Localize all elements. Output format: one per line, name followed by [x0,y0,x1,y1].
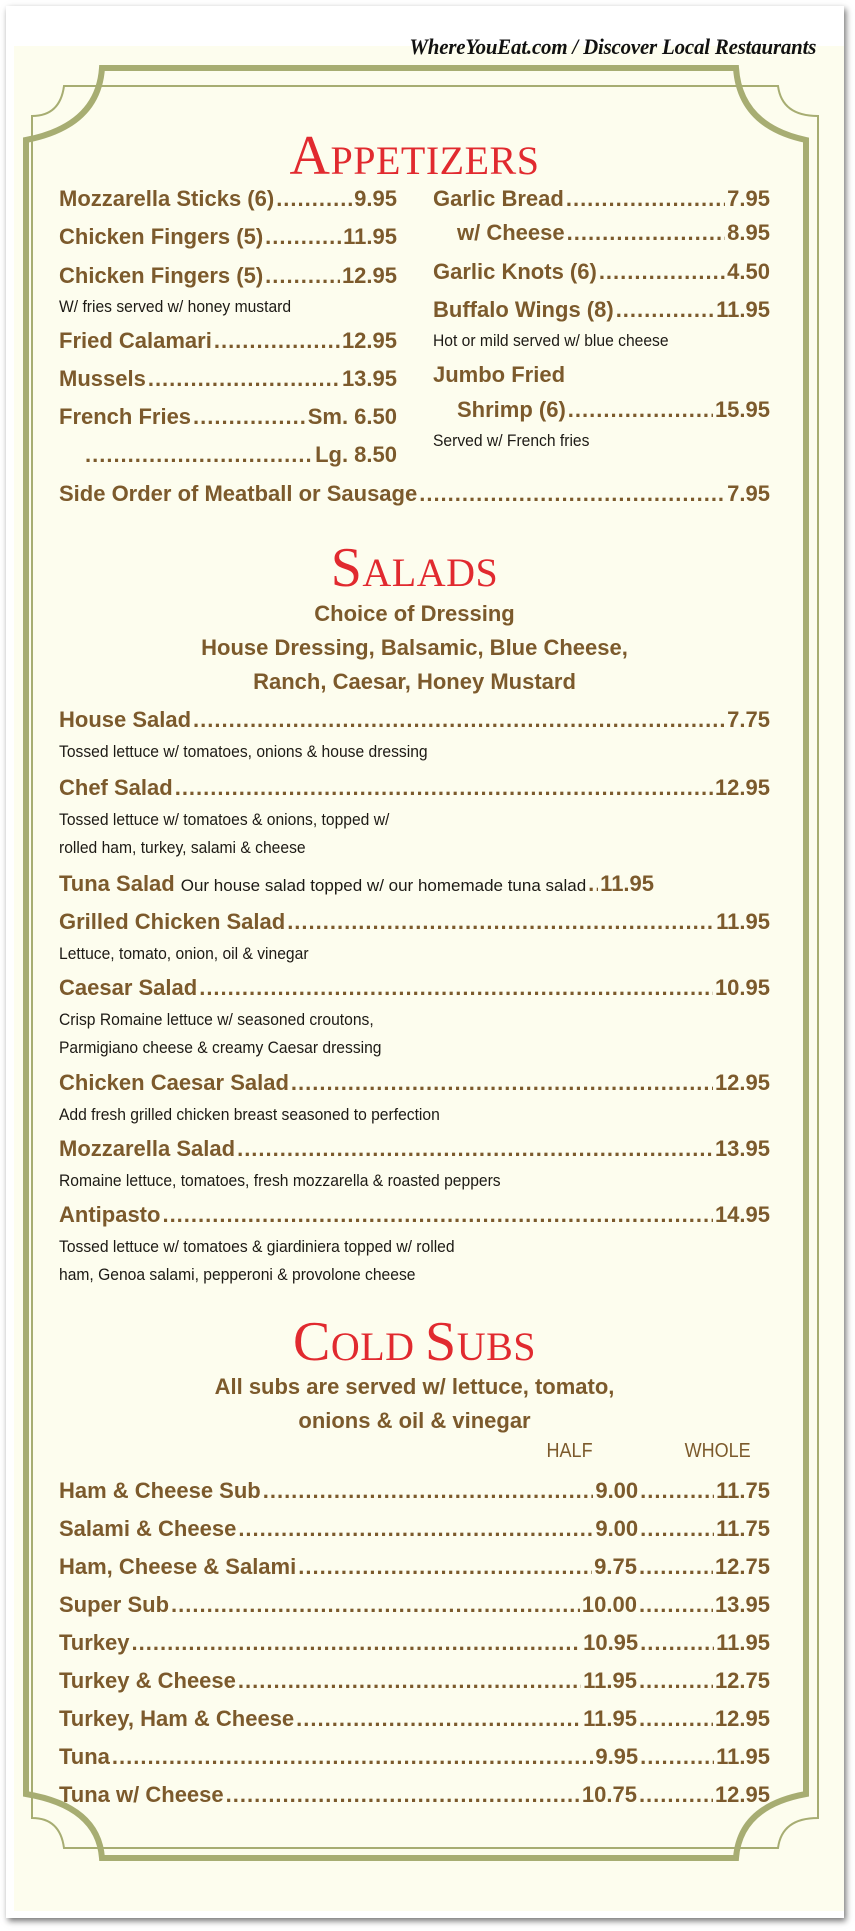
menu-item-variant[interactable]: ..... Lg. 8.50 [83,442,397,468]
menu-item[interactable]: Buffalo Wings (8) ..... 11.95 [433,297,770,323]
item-description: Hot or mild served w/ blue cheese [433,331,669,350]
sub-row[interactable]: Turkey, Ham & Cheese ..... 11.95 ..... 12.95 [59,1706,770,1732]
sub-row[interactable]: Super Sub ..... 10.00 ..... 13.95 [59,1592,770,1618]
sub-row[interactable]: Ham, Cheese & Salami ..... 9.75 ..... 12.75 [59,1554,770,1580]
item-description: Served w/ French fries [433,431,590,450]
item-description: ham, Genoa salami, pepperoni & provolone cheese [59,1265,416,1284]
sub-row[interactable]: Turkey & Cheese ..... 11.95 ..... 12.75 [59,1668,770,1694]
item-description: Tossed lettuce w/ tomatoes & onions, topped w/ [59,810,390,829]
item-description: Romaine lettuce, tomatoes, fresh mozzarella & roasted peppers [59,1171,501,1190]
menu-item[interactable]: Shrimp (6) ..... 15.95 [457,397,770,423]
menu-item[interactable]: Chicken Fingers (5) ..... 11.95 [59,224,397,250]
item-description: Tossed lettuce w/ tomatoes, onions & house dressing [59,742,428,761]
cold-subs-note: onions & oil & vinegar [298,1408,531,1433]
menu-item[interactable]: Tuna Salad Our house salad topped w/ our homemade tuna salad ..... 11.95 [59,871,770,897]
column-header-whole: WHOLE [684,1440,751,1462]
menu-item[interactable]: Chicken Fingers (5) ..... 12.95 [59,263,397,289]
menu-item[interactable]: Fried Calamari ..... 12.95 [59,328,397,354]
menu-item[interactable]: Mozzarella Sticks (6) ..... 9.95 [59,186,397,212]
cold-subs-heading: COLD SUBS [292,1311,537,1373]
menu-item[interactable]: Side Order of Meatball or Sausage ..... 7.95 [59,481,770,507]
menu-item[interactable]: Mussels ..... 13.95 [59,366,397,392]
sub-row[interactable]: Tuna ..... 9.95 ..... 11.95 [59,1744,770,1770]
sub-row[interactable]: Tuna w/ Cheese ..... 10.75 ..... 12.95 [59,1782,770,1808]
menu-item[interactable]: Caesar Salad ..... 10.95 [59,975,770,1001]
salads-heading: SALADS [330,537,499,599]
sub-row[interactable]: Turkey ..... 10.95 ..... 11.95 [59,1630,770,1656]
column-header-half: HALF [546,1440,593,1462]
sub-row[interactable]: Salami & Cheese ..... 9.00 ..... 11.75 [59,1516,770,1542]
menu-item[interactable]: French Fries ..... Sm. 6.50 [59,404,397,430]
menu-item[interactable]: Antipasto ..... 14.95 [59,1202,770,1228]
menu-item[interactable]: Garlic Knots (6) ..... 4.50 [433,259,770,285]
item-description: Add fresh grilled chicken breast seasoned to perfection [59,1105,440,1124]
menu-item[interactable]: Garlic Bread ..... 7.95 [433,186,770,212]
menu-item-variant[interactable]: w/ Cheese ..... 8.95 [457,220,770,246]
menu-item[interactable]: Mozzarella Salad ..... 13.95 [59,1136,770,1162]
dressing-heading: Choice of Dressing [314,601,515,626]
sub-row[interactable]: Ham & Cheese Sub ..... 9.00 ..... 11.75 [59,1478,770,1504]
item-description: Parmigiano cheese & creamy Caesar dressing [59,1038,382,1057]
menu-item[interactable]: Chef Salad ..... 12.95 [59,775,770,801]
item-description: Tossed lettuce w/ tomatoes & giardiniera topped w/ rolled [59,1237,455,1256]
item-description: rolled ham, turkey, salami & cheese [59,838,306,857]
menu-item[interactable]: Jumbo Fried [433,362,566,387]
item-description: Lettuce, tomato, onion, oil & vinegar [59,944,309,963]
menu-item[interactable]: House Salad ..... 7.75 [59,707,770,733]
menu-item[interactable]: Grilled Chicken Salad ..... 11.95 [59,909,770,935]
dressing-options: Ranch, Caesar, Honey Mustard [253,669,576,694]
menu-page [6,6,844,1918]
dressing-options: House Dressing, Balsamic, Blue Cheese, [201,635,628,660]
appetizers-heading: APPETIZERS [289,125,540,187]
item-description: Crisp Romaine lettuce w/ seasoned croutons, [59,1010,374,1029]
site-header[interactable]: WhereYouEat.com / Discover Local Restaurants [409,34,816,59]
cold-subs-note: All subs are served w/ lettuce, tomato, [214,1374,615,1399]
item-description: W/ fries served w/ honey mustard [59,297,292,316]
menu-item[interactable]: Chicken Caesar Salad ..... 12.95 [59,1070,770,1096]
